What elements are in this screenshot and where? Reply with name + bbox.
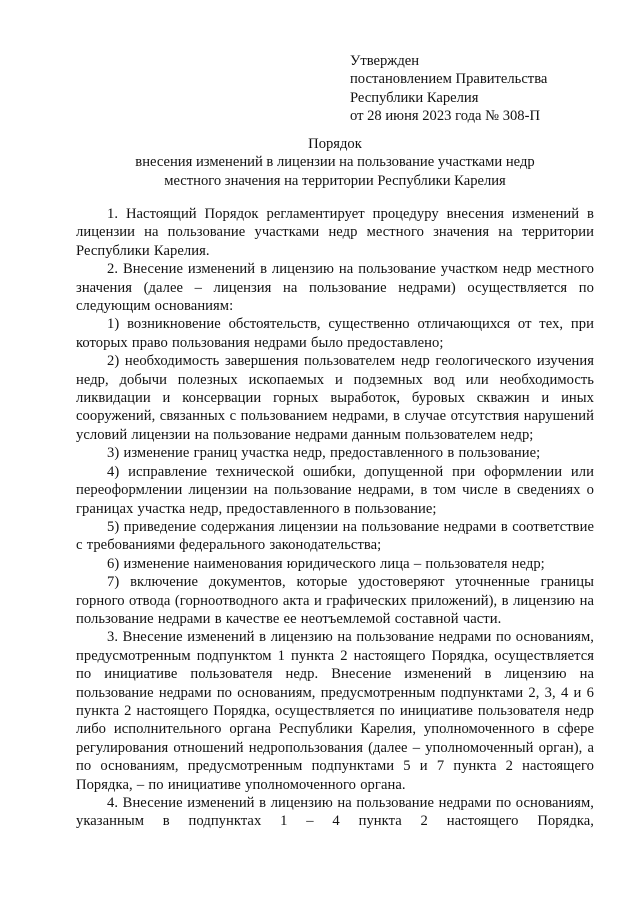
document-body <box>76 205 594 831</box>
document-title <box>76 135 594 190</box>
subitem-4: 4) исправление технической ошибки, допущенной при оформлении или переоформлении лицензии на пользование недрами, в том числе в сведениях о границах участка недр, предоставленного в пользование; <box>76 463 594 517</box>
subitem-1: 1) возникновение обстоятельств, существенно отличающихся от тех, при которых право пользования недрами было предоставлено; <box>76 316 594 351</box>
subitem-7: 7) включение документов, которые удостоверяют уточненные границы горного отвода (горноотводного акта и графических приложений), в лицензию на пользование недрами в качестве ее неотъемлемой составной части. <box>76 574 594 627</box>
title-line-1: внесения изменений в лицензии на пользование участками недр <box>135 154 535 171</box>
title-line-2: местного значения на территории Республики Карелия <box>164 172 506 189</box>
paragraph-2: 2. Внесение изменений в лицензию на пользование участком недр местного значения (далее – лицензия на пользование недрами) осуществляется по следующим основаниям: <box>76 261 594 315</box>
approval-line-2: постановлением Правительства <box>350 71 548 88</box>
subitem-3: 3) изменение границ участка недр, предоставленного в пользование; <box>107 445 541 462</box>
approval-line-3: Республики Карелия <box>350 89 479 106</box>
approval-stamp <box>350 52 600 126</box>
subitem-5: 5) приведение содержания лицензии на пользование недрами в соответствие с требованиями федерального законодательства; <box>76 518 594 554</box>
approval-line-1: Утвержден <box>350 53 420 69</box>
paragraph-1: 1. Настоящий Порядок регламентирует процедуру внесения изменений в лицензии на пользование участками недр местного значения на территории Республики Карелия. <box>76 206 594 259</box>
paragraph-4: 4. Внесение изменений в лицензию на пользование недрами по основаниям, указанным в подпунктах 1 – 4 пункта 2 настоящего Порядка, <box>76 795 594 830</box>
approval-line-4: от 28 июня 2023 года № 308-П <box>350 108 541 125</box>
subitem-6: 6) изменение наименования юридического лица – пользователя недр; <box>107 555 545 572</box>
title-heading: Порядок <box>308 136 362 152</box>
subitem-2: 2) необходимость завершения пользователем недр геологического изучения недр, добычи полезных ископаемых и подземных вод или необходимость ликвидации и консервации горных выработок, буровых скважин и иных сооружений, связанных с пользованием недрами, в случае отсутствия нарушений условий лицензии на пользование недрами данным пользователем недр; <box>76 353 594 443</box>
paragraph-3: 3. Внесение изменений в лицензию на пользование недрами по основаниям, предусмотренным подпунктом 1 пункта 2 настоящего Порядка, осуществляется по инициативе пользователя недр. Внесение изменений в лицензию на пользование недрами по основаниям, предусмотренным подпунктами 2, 3, 4 и 6 пункта 2 настоящего Порядка, осуществляется по инициативе пользователя недр либо исполнительного органа Республики Карелия, уполномоченного в сфере регулирования отношений недропользования (далее – уполномоченный орган), а по основаниям, предусмотренным подпунктами 5 и 7 пункта 2 настоящего Порядка, – по инициативе уполномоченного органа. <box>76 629 594 793</box>
